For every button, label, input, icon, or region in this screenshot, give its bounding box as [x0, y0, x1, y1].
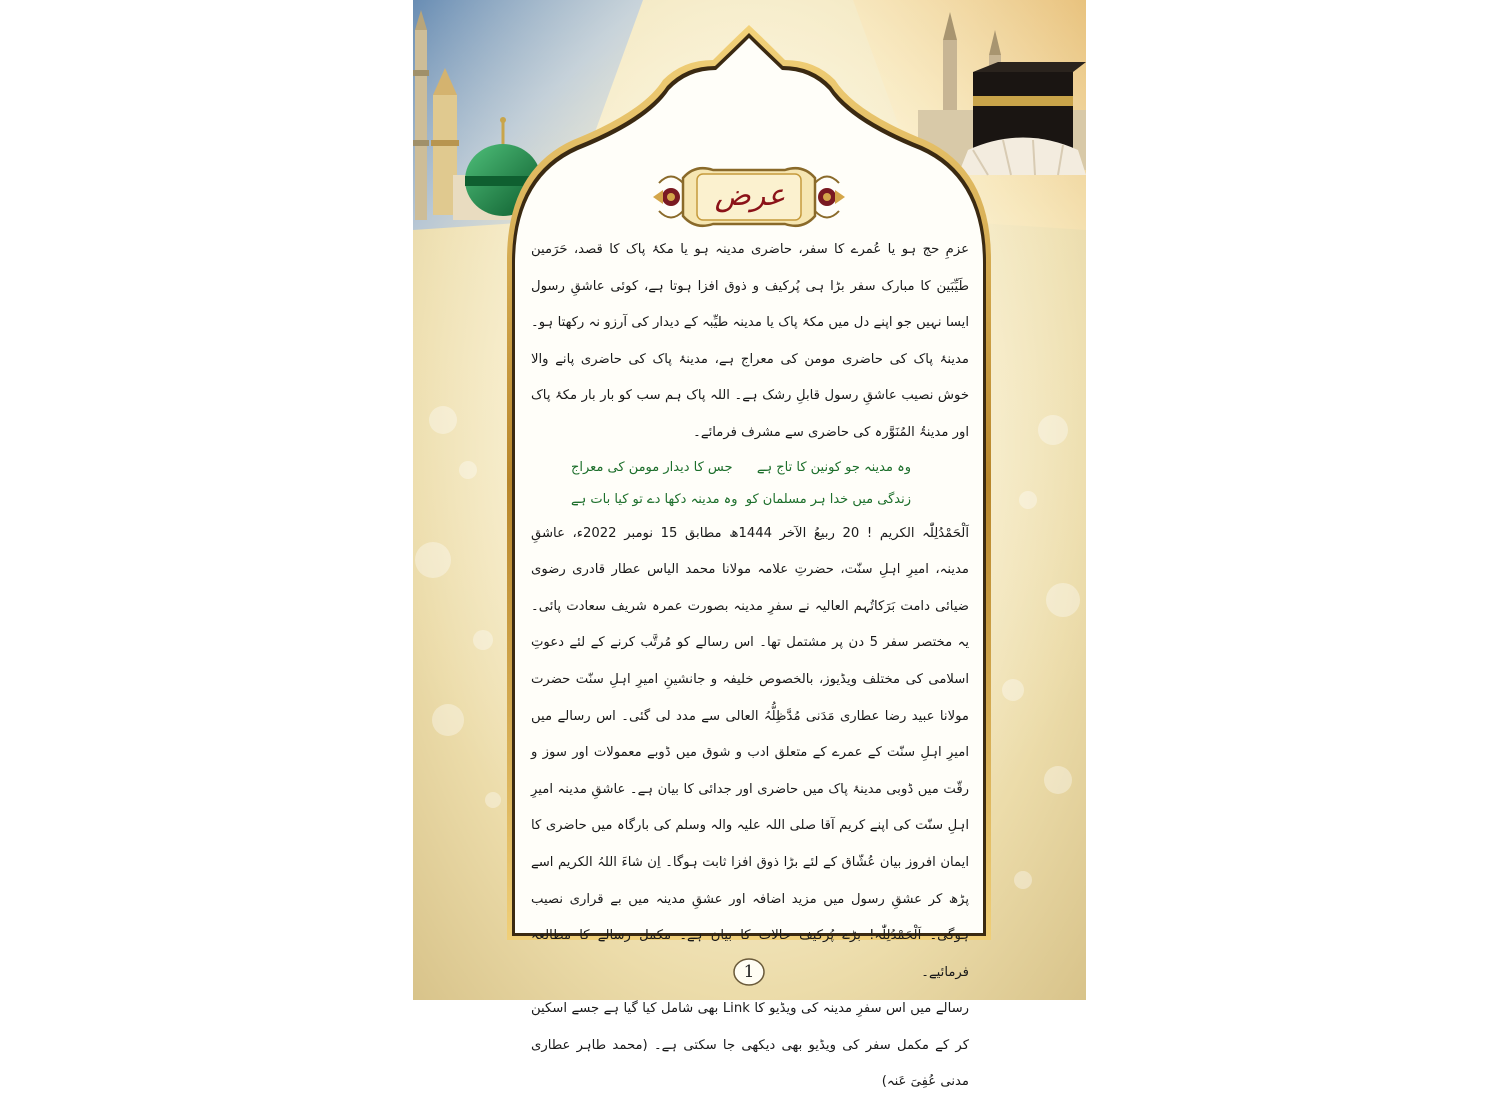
poem-line-1-left: جس کا دیدار مومن کی معراج	[571, 459, 733, 475]
poem-line-1	[571, 452, 911, 484]
poem-line-2-right: زندگی میں خدا ہر مسلمان کو	[745, 491, 911, 507]
book-page	[413, 0, 1086, 1090]
poem-line-2	[571, 484, 911, 516]
page-number: 1	[743, 962, 755, 982]
poem-block	[531, 452, 969, 516]
closing-paragraph: رسالے میں اس سفرِ مدینہ کی ویڈیو کا Link بھی شامل کیا گیا ہے جسے اسکین کر کے مکمل سفر کی ویڈیو بھی دیکھی جا سکتی ہے۔ (محمد طاہر عطاری مدنی عُفِیَ عَنہ)	[531, 1001, 969, 1090]
page-title: عرض	[714, 178, 786, 213]
poem-line-1-right: وہ مدینہ جو کونین کا تاج ہے	[756, 459, 911, 475]
intro-paragraph: عزمِ حج ہو یا عُمرے کا سفر، حاضری مدینہ ہو یا مکۂ پاک کا قصد، حَرَمین طَیِّبَین کا مبارک سفر بڑا ہی پُرکیف و ذوق افزا ہوتا ہے، کوئی عاشقِ رسول ایسا نہیں جو اپنے دل میں مکۂ پاک یا مدینہ طیِّبہ کے دیدار کی آرزو نہ رکھتا ہو۔ مدینۂ پاک کی حاضری مومن کی معراج ہے، مدینۂ پاک کی حاضری پانے والا خوش نصیب عاشقِ رسول قابلِ رشک ہے۔ اللہ پاک ہم سب کو بار بار مکۂ پاک اور مدینۃُ المُنَوَّرہ کی حاضری سے مشرف فرمائے۔	[531, 242, 969, 440]
poem-line-2-left: وہ مدینہ دکھا دے تو کیا بات ہے	[571, 491, 738, 507]
main-paragraph: اَلْحَمْدُلِلّٰہ الکریم ! 20 ربیعُ الآخر 1444ھ مطابق 15 نومبر 2022ء، عاشقِ مدینہ، امیرِ اہلِ سنّت، حضرتِ علامہ مولانا محمد الیاس عطار قادری رضوی ضیائی دامت بَرَکاتُہم العالیہ نے سفرِ مدینہ بصورت عمرہ شریف سعادت پائی۔ یہ مختصر سفر 5 دن پر مشتمل تھا۔ اس رسالے کو مُرتَّب کرنے کے لئے دعوتِ اسلامی کی مختلف ویڈیوز، بالخصوص خلیفہ و جانشینِ امیرِ اہلِ سنّت حضرت مولانا عبید رضا عطاری مَدَنی مُدَّظِلُّہُ العالی سے مدد لی گئی۔ اس رسالے میں امیرِ اہلِ سنّت کے عمرے کے متعلق ادب و شوق میں ڈوبے معمولات اور سوز و رقّت میں ڈوبی مدینۂ پاک میں حاضری اور جدائی کا بیان ہے۔ عاشقِ مدینہ امیرِ اہلِ سنّت کی اپنے کریم آقا صلی اللہ علیہ والہ وسلم کی بارگاہ میں حاضری کا ایمان افروز بیان عُشّاق کے لئے بڑا ذوق افزا ثابت ہوگا۔ اِن شاءَ اللہُ الکریم اسے پڑھ کر عشقِ رسول میں مزید اضافہ اور عشقِ مدینہ میں بے قراری نصیب ہوگی۔ اَلْحَمْدُلِلّٰہ! بڑے پُرکیف حالات کا بیان ہے۔ مکمل رسالے کا مطالعہ فرمائیے۔	[531, 525, 969, 980]
